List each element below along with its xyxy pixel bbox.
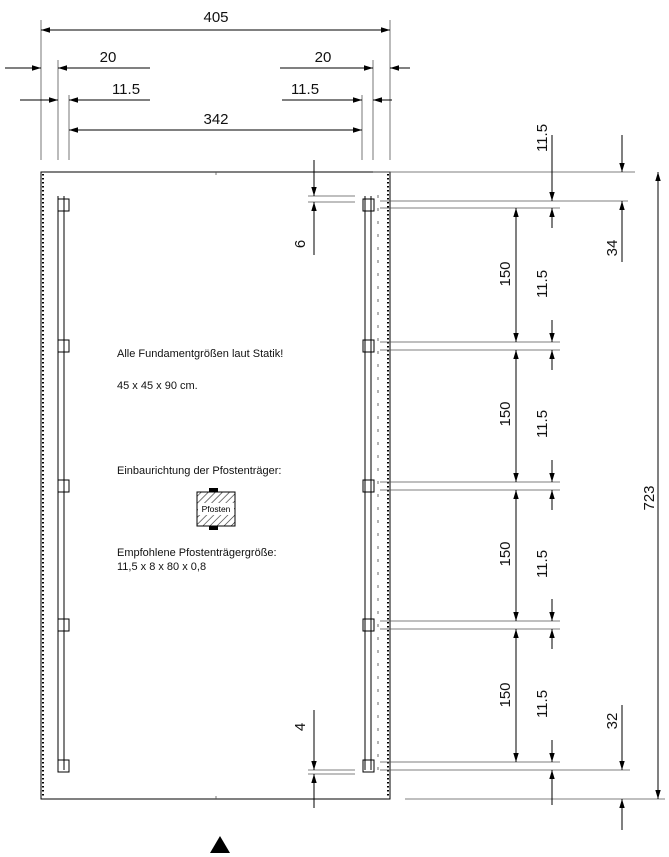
- posts: [58, 199, 374, 772]
- recommended-size: 11,5 x 8 x 80 x 0,8: [117, 561, 207, 573]
- gap-dimensions: [308, 160, 355, 808]
- left-overhang-label: 20: [99, 49, 117, 66]
- left-post-label: 11.5: [111, 81, 141, 98]
- spacing-label: 150: [497, 401, 514, 427]
- post-size-label: 11.5: [534, 409, 551, 439]
- spacing-label: 150: [497, 261, 514, 287]
- right-beam: [365, 196, 371, 770]
- top-dimensions: [5, 20, 410, 160]
- left-beam: [58, 196, 64, 770]
- recommended-title: Empfohlene Pfostenträgergröße:: [117, 547, 277, 559]
- foundation-size: 45 x 45 x 90 cm.: [117, 380, 198, 392]
- overall-length-label: 723: [641, 485, 658, 511]
- post-size-label: 11.5: [534, 689, 551, 719]
- post-size-label: 11.5: [534, 549, 551, 579]
- roof-outline: [41, 172, 390, 799]
- top-offset-label: 34: [604, 239, 621, 257]
- post-symbol-label: Pfosten: [201, 504, 231, 514]
- top-gap-label: 6: [292, 239, 309, 249]
- bottom-gap-label: 4: [292, 722, 309, 732]
- foundation-title: Alle Fundamentgrößen laut Statik!: [117, 348, 284, 360]
- install-direction-note: Einbaurichtung der Pfostenträger:: [117, 465, 282, 477]
- hatched-post-icon: [197, 488, 235, 530]
- right-post-label: 11.5: [290, 81, 320, 98]
- post-size-label: 11.5: [534, 269, 551, 299]
- right-extension-lines: [373, 172, 665, 799]
- north-arrow-icon: [210, 836, 230, 853]
- right-overhang-label: 20: [314, 49, 332, 66]
- overall-width-label: 405: [203, 9, 229, 26]
- top-post-label: 11.5: [534, 123, 551, 153]
- spacing-label: 150: [497, 682, 514, 708]
- spacing-label: 150: [497, 541, 514, 567]
- bottom-offset-label: 32: [604, 712, 621, 730]
- vertical-dimensions: [516, 135, 658, 830]
- inner-width-label: 342: [203, 111, 229, 128]
